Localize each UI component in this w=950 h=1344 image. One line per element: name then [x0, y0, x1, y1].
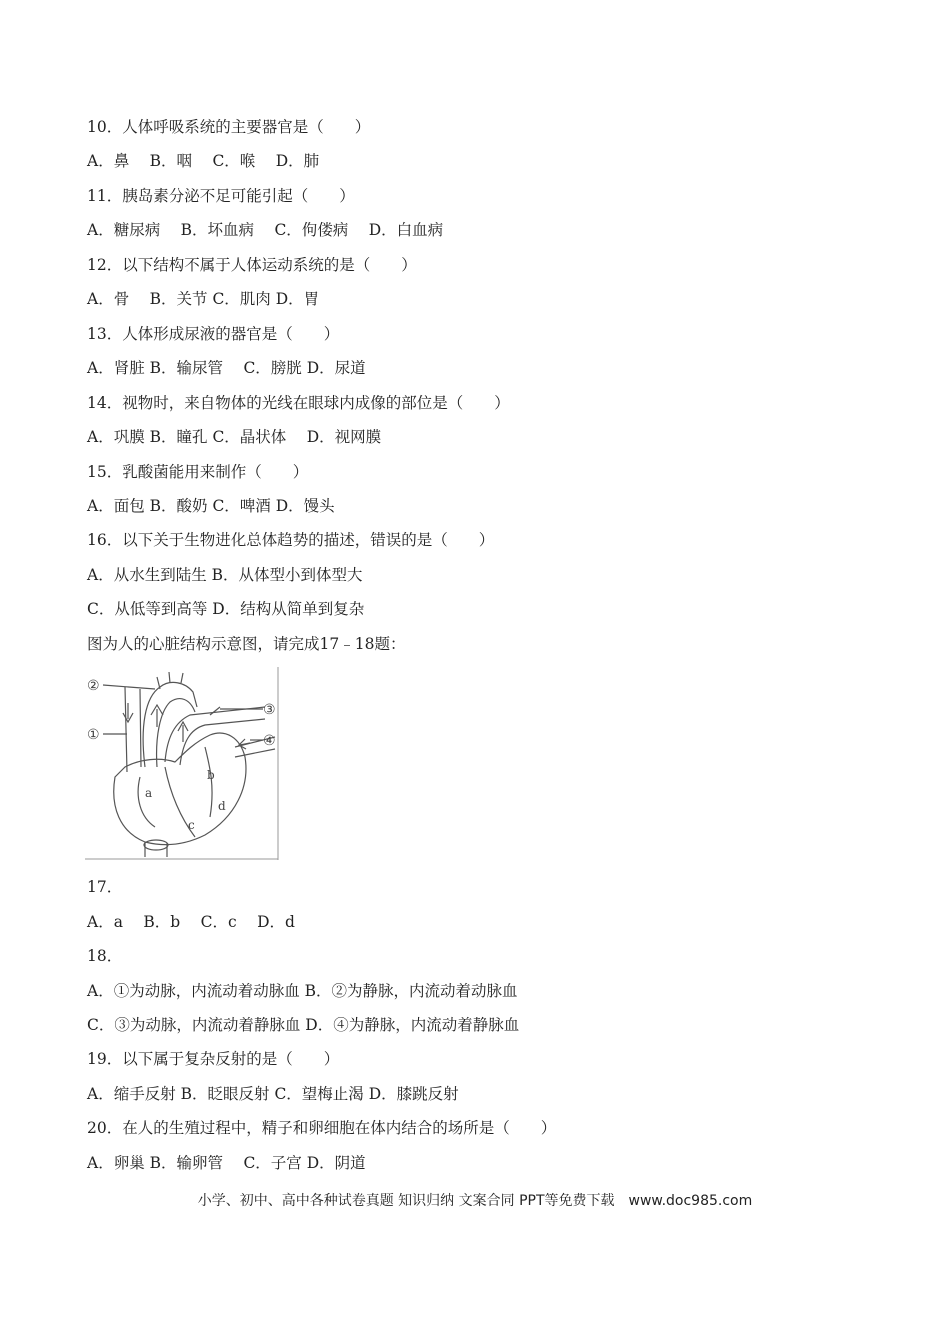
options-15: A．面包 B．酸奶 C．啤酒 D．馒头: [87, 497, 335, 515]
label-2: ②: [87, 678, 100, 694]
options-20: A．卵巢 B．输卵管 C．子宫 D．阴道: [87, 1154, 366, 1172]
label-b: b: [207, 768, 215, 782]
label-d: d: [218, 799, 226, 813]
options-10: A．鼻 B．咽 C．喉 D．肺: [87, 152, 320, 170]
question-18: 18．: [87, 947, 123, 965]
question-15: 15．乳酸菌能用来制作（ ）: [87, 463, 309, 481]
question-20: 20．在人的生殖过程中，精子和卵细胞在体内结合的场所是（ ）: [87, 1119, 557, 1137]
question-12: 12．以下结构不属于人体运动系统的是（ ）: [87, 256, 417, 274]
heart-diagram: [85, 667, 280, 860]
question-16: 16．以下关于生物进化总体趋势的描述，错误的是（ ）: [87, 531, 495, 549]
options-16-cd: C．从低等到高等 D．结构从简单到复杂: [87, 600, 365, 618]
question-11: 11．胰岛素分泌不足可能引起（ ）: [87, 187, 355, 205]
figure-intro: 图为人的心脏结构示意图，请完成17﹣18题：: [87, 635, 406, 653]
options-18-cd: C．③为动脉，内流动着静脉血 D．④为静脉，内流动着静脉血: [87, 1016, 520, 1034]
options-12: A．骨 B．关节 C．肌肉 D．胃: [87, 290, 320, 308]
options-14: A．巩膜 B．瞳孔 C．晶状体 D．视网膜: [87, 428, 382, 446]
label-3: ③: [263, 702, 276, 718]
question-14: 14．视物时，来自物体的光线在眼球内成像的部位是（ ）: [87, 394, 510, 412]
options-18-ab: A．①为动脉，内流动着动脉血 B．②为静脉，内流动着动脉血: [87, 982, 518, 1000]
options-13: A．肾脏 B．输尿管 C．膀胱 D．尿道: [87, 359, 366, 377]
question-17: 17．: [87, 878, 123, 896]
options-17: A．a B．b C．c D．d: [87, 913, 295, 931]
label-c: c: [188, 818, 195, 832]
label-4: ④: [263, 733, 276, 749]
page-footer: 小学、初中、高中各种试卷真题 知识归纳 文案合同 PPT等免费下载 www.doc985.com: [197, 1193, 753, 1209]
options-11: A．糖尿病 B．坏血病 C．佝偻病 D．白血病: [87, 221, 444, 239]
question-10: 10．人体呼吸系统的主要器官是（ ）: [87, 118, 371, 136]
options-19: A．缩手反射 B．眨眼反射 C．望梅止渴 D．膝跳反射: [87, 1085, 459, 1103]
question-13: 13．人体形成尿液的器官是（ ）: [87, 325, 340, 343]
options-16-ab: A．从水生到陆生 B．从体型小到体型大: [87, 566, 363, 584]
label-1: ①: [87, 727, 100, 743]
label-a: a: [145, 786, 153, 800]
question-19: 19．以下属于复杂反射的是（ ）: [87, 1050, 340, 1068]
